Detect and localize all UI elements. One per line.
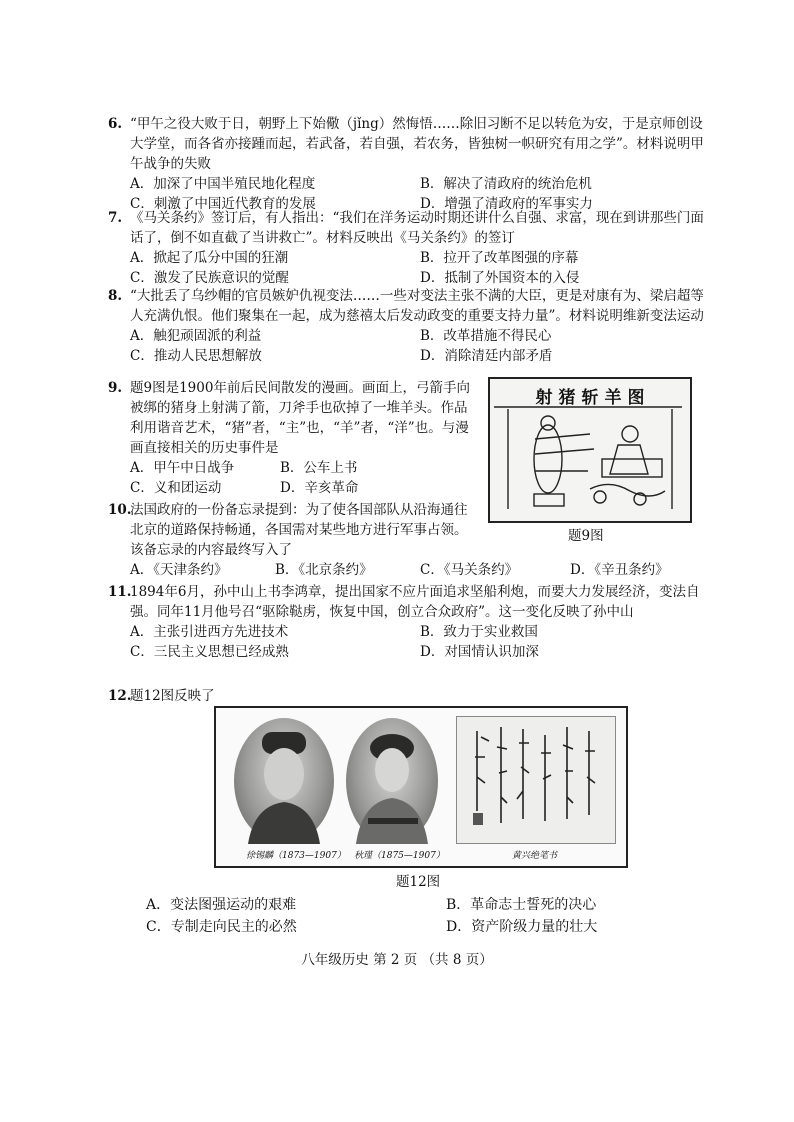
options [130, 622, 710, 662]
question-12 [108, 686, 710, 706]
option-b: B．致力于实业救国 [420, 624, 538, 640]
option-b: B．革命志士誓死的决心 [446, 897, 597, 913]
option-a: A．甲午中日战争 [130, 460, 235, 476]
question-stem: 题9图是1900年前后民间散发的漫画。画面上，弓箭手向被绑的猪身上射满了箭，刀斧手也砍掉了一堆羊头。作品利用谐音艺术，“猪”者，“主”也，“羊”者，“洋”也。与漫画直接相关的历史事件是 [130, 380, 470, 456]
figure-12-photos [214, 706, 628, 868]
option-c: C．激发了民族意识的觉醒 [130, 270, 289, 286]
question-number: 7. [108, 210, 123, 226]
portrait-caption: 秋瑾（1875—1907） [354, 851, 445, 861]
question-number: 11. [108, 584, 132, 600]
question-number: 9. [108, 380, 123, 396]
figure-9-cartoon [488, 377, 692, 523]
question-10-options [130, 560, 730, 580]
option-a: A．触犯顽固派的利益 [130, 328, 262, 344]
options [130, 560, 730, 580]
option-b: B．公车上书 [280, 460, 358, 476]
portrait-figure [234, 718, 334, 844]
figure-12-caption: 题12图 [396, 874, 441, 890]
option-a: A．《天津条约》 [130, 562, 228, 578]
question-stem: “大批丢了乌纱帽的官员嫉妒仇视变法……一些对变法主张不满的大臣，更是对康有为、梁启超等人充满仇恨。他们聚集在一起，成为慈禧太后发动政变的重要支持力量”。材料说明维新变法运动 [130, 288, 704, 324]
option-c: C．义和团运动 [130, 480, 222, 496]
question-9 [108, 378, 470, 498]
option-b: B．改革措施不得民心 [420, 328, 552, 344]
options [130, 458, 470, 498]
option-d: D．对国情认识加深 [420, 644, 539, 660]
handwriting-strokes [457, 717, 615, 843]
page-footer: 八年级历史 第 2 页 （共 8 页） [301, 952, 493, 968]
portrait-caption: 徐锡麟（1873—1907） [246, 851, 346, 861]
option-d: D．资产阶级力量的壮大 [446, 919, 598, 935]
question-stem: 题12图反映了 [130, 688, 215, 704]
option-b: B．《北京条约》 [275, 562, 373, 578]
option-a: A．掀起了瓜分中国的狂潮 [130, 250, 289, 266]
option-c: C．推动人民思想解放 [130, 348, 262, 364]
portrait-figure [346, 718, 438, 844]
option-d: D．《辛丑条约》 [570, 562, 669, 578]
question-number: 12. [108, 688, 132, 704]
question-10 [108, 500, 480, 560]
option-a: A．变法图强运动的艰难 [146, 897, 297, 913]
option-d: D．增强了清政府的军事实力 [420, 196, 593, 212]
option-d: D．辛亥革命 [280, 480, 359, 496]
question-8 [108, 286, 710, 366]
option-b: B．拉开了改革图强的序幕 [420, 250, 579, 266]
portrait-xu-xilin [234, 718, 334, 844]
option-b: B．解决了清政府的统治危机 [420, 176, 592, 192]
option-d: D．抵制了外国资本的入侵 [420, 270, 580, 286]
figure-9-caption: 题9图 [568, 528, 604, 544]
question-11 [108, 582, 710, 662]
question-12-options [146, 894, 706, 938]
option-c: C．《马关条约》 [420, 562, 519, 578]
option-a: A．加深了中国半殖民地化程度 [130, 176, 316, 192]
question-6 [108, 114, 710, 214]
options [146, 894, 706, 938]
option-a: A．主张引进西方先进技术 [130, 624, 289, 640]
portrait-qiu-jin [346, 718, 438, 844]
letter-image [456, 716, 616, 844]
question-number: 10. [108, 502, 132, 518]
question-number: 6. [108, 116, 123, 132]
question-stem: “甲午之役大败于日，朝野上下始儆（jǐng）然悔悟……除旧习断不足以转危为安，于是京师创设大学堂，而各省亦接踵而起，若武备，若自强，若农务，皆独树一帜研究有用之学”。材料说明甲午战争的失败 [130, 116, 704, 172]
options [130, 326, 710, 366]
question-stem: 法国政府的一份备忘录提到：为了使各国部队从沿海通往北京的道路保持畅通，各国需对某些地方进行军事占领。该备忘录的内容最终写入了 [130, 502, 468, 558]
cartoon-illustration [490, 379, 686, 517]
option-c: C．专制走向民主的必然 [146, 919, 297, 935]
cartoon-banner: 射猪斩羊图 [535, 388, 651, 408]
question-number: 8. [108, 288, 123, 304]
letter-caption: 黄兴绝笔书 [512, 851, 558, 861]
question-7 [108, 208, 710, 288]
question-stem: 《马关条约》签订后，有人指出：“我们在洋务运动时期还讲什么自强、求富，现在到讲那些门面话了，倒不如直截了当讲救亡”。材料反映出《马关条约》的签订 [130, 210, 704, 246]
option-d: D．消除清廷内部矛盾 [420, 348, 553, 364]
question-stem: 1894年6月，孙中山上书李鸿章，提出国家不应片面追求坚船利炮，而要大力发展经济，变法自强。同年11月他号召“驱除鞑虏，恢复中国，创立合众政府”。这一变化反映了孙中山 [130, 584, 700, 620]
option-c: C．三民主义思想已经成熟 [130, 644, 289, 660]
option-c: C．刺激了中国近代教育的发展 [130, 196, 316, 212]
options [130, 248, 710, 288]
